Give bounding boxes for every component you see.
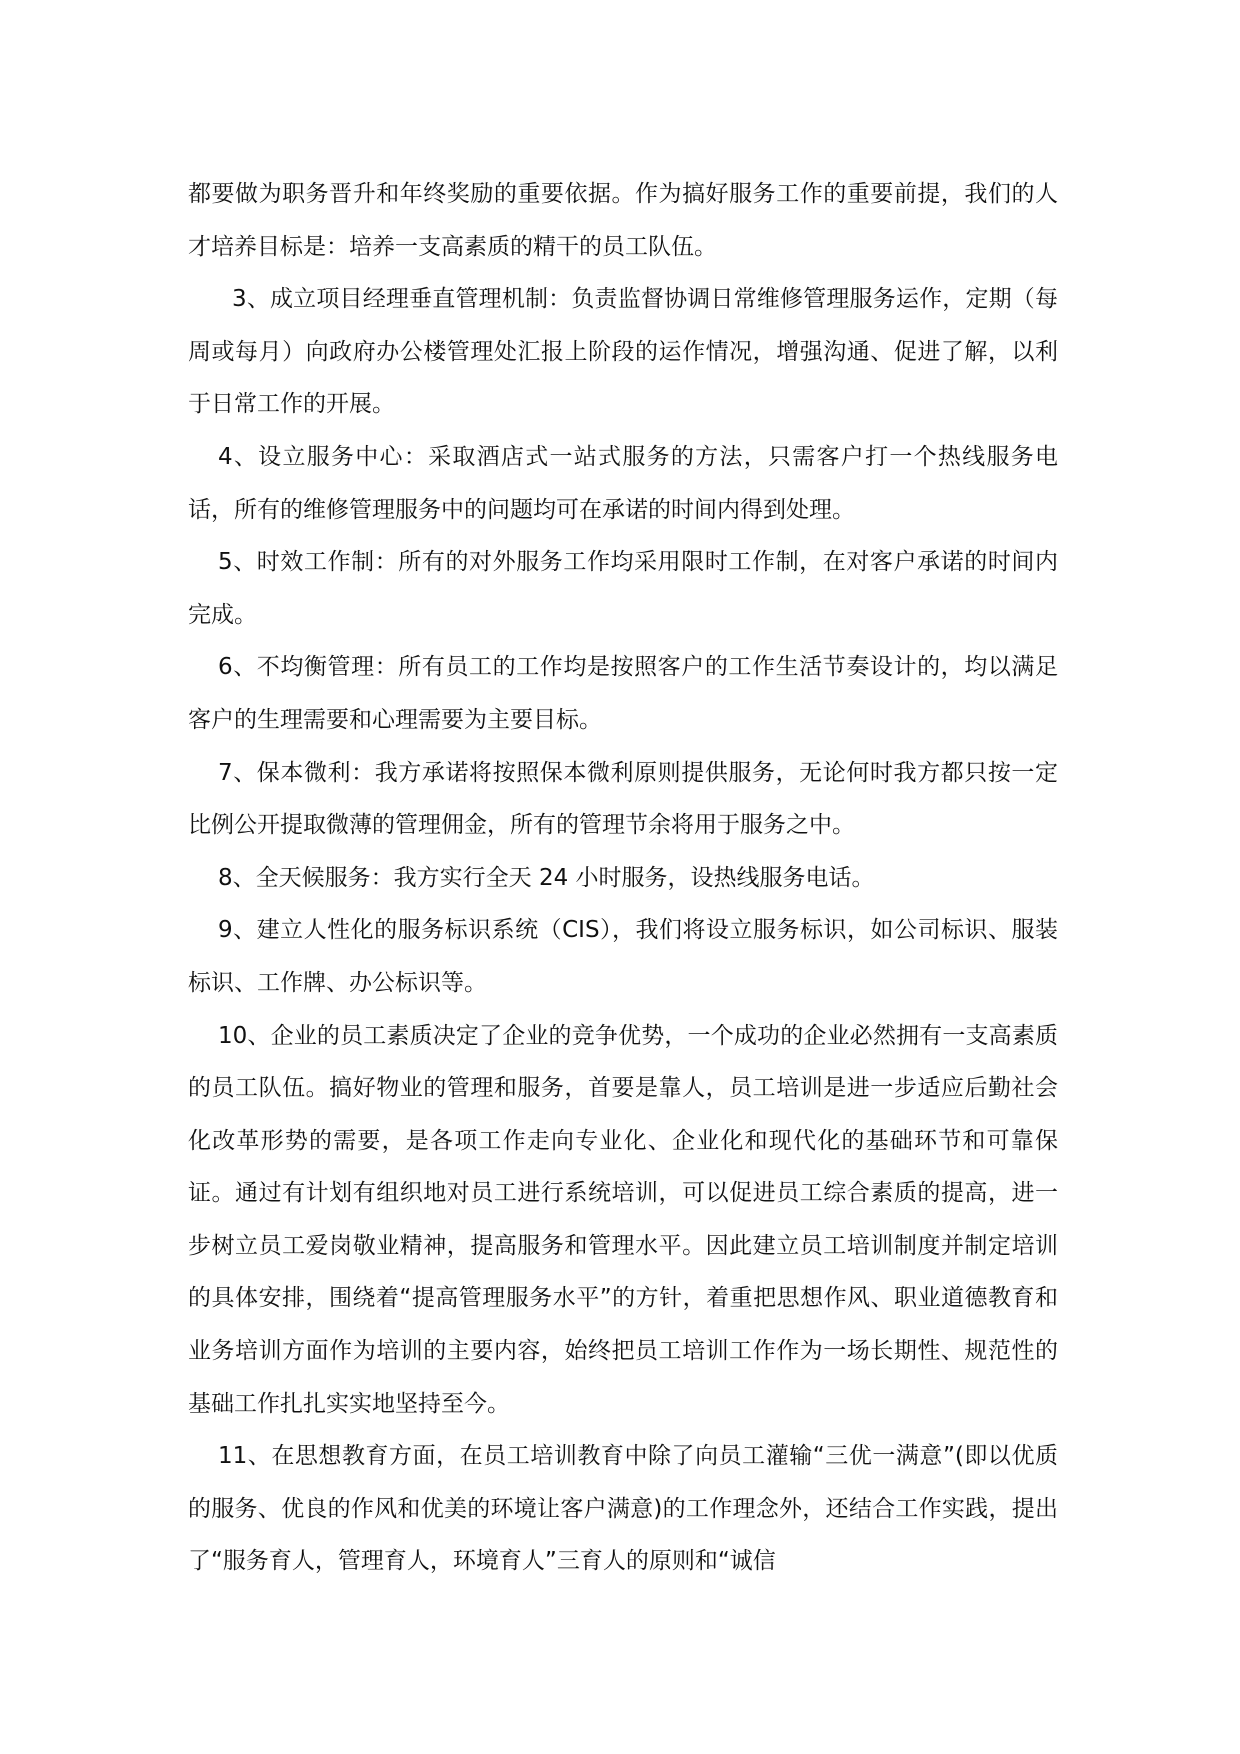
paragraph-item-4: 4、设立服务中心：采取酒店式一站式服务的方法，只需客户打一个热线服务电话，所有的维修管理服务中的问题均可在承诺的时间内得到处理。 <box>188 443 1058 523</box>
paragraph-item-6: 6、不均衡管理：所有员工的工作均是按照客户的工作生活节奏设计的，均以满足客户的生理需要和心理需要为主要目标。 <box>188 654 1058 733</box>
paragraph-item-11: 11、在思想教育方面，在员工培训教育中除了向员工灌输“三优一满意”(即以优质的服务、优良的作风和优美的环境让客户满意)的工作理念外，还结合工作实践，提出了“服务育人，管理育人，环境育人”三育人的原则和“诚信 <box>188 1443 1058 1575</box>
document-body <box>188 168 1058 1588</box>
paragraph-item-9: 9、建立人性化的服务标识系统（CIS），我们将设立服务标识，如公司标识、服装标识、工作牌、办公标识等。 <box>188 917 1058 996</box>
paragraph-item-5: 5、时效工作制：所有的对外服务工作均采用限时工作制，在对客户承诺的时间内完成。 <box>188 549 1058 628</box>
paragraph-item-7: 7、保本微利：我方承诺将按照保本微利原则提供服务，无论何时我方都只按一定比例公开提取微薄的管理佣金，所有的管理节余将用于服务之中。 <box>188 759 1058 839</box>
paragraph-item-3: 3、成立项目经理垂直管理机制：负责监督协调日常维修管理服务运作，定期（每周或每月）向政府办公楼管理处汇报上阶段的运作情况，增强沟通、促进了解，以利于日常工作的开展。 <box>188 286 1058 418</box>
paragraph-item-10: 10、企业的员工素质决定了企业的竞争优势，一个成功的企业必然拥有一支高素质的员工队伍。搞好物业的管理和服务，首要是靠人，员工培训是进一步适应后勤社会化改革形势的需要，是各项工作走向专业化、企业化和现代化的基础环节和可靠保证。通过有计划有组织地对员工进行系统培训，可以促进员工综合素质的提高，进一步树立员工爱岗敬业精神，提高服务和管理水平。因此建立员工培训制度并制定培训的具体安排，围绕着“提高管理服务水平”的方针，着重把思想作风、职业道德教育和业务培训方面作为培训的主要内容，始终把员工培训工作作为一场长期性、规范性的基础工作扎扎实实地坚持至今。 <box>188 1022 1058 1417</box>
paragraph-continuation: 都要做为职务晋升和年终奖励的重要依据。作为搞好服务工作的重要前提，我们的人才培养目标是：培养一支高素质的精干的员工队伍。 <box>188 181 1058 260</box>
paragraph-item-8: 8、全天候服务：我方实行全天 24 小时服务，设热线服务电话。 <box>218 864 875 891</box>
